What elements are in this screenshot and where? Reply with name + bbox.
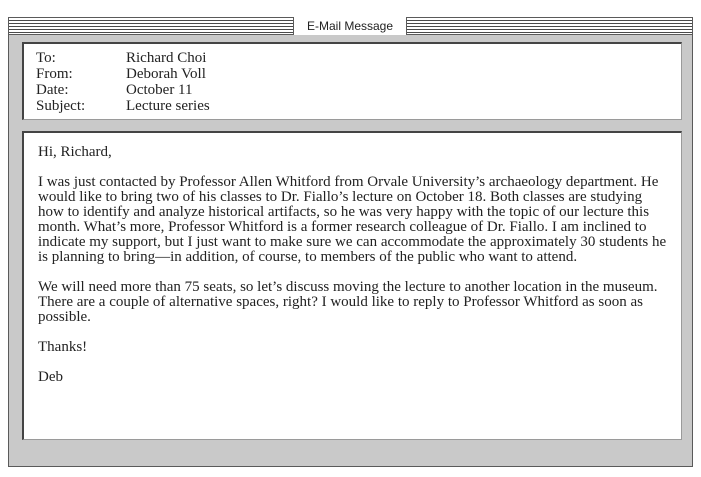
to-label: To:	[36, 50, 56, 66]
greeting: Hi, Richard,	[38, 144, 112, 160]
subject-value: Lecture series	[126, 98, 210, 114]
paragraph-1: I was just contacted by Professor Allen Whitford from Orvale University’s archaeology department. He would like to bring two of his classes to Dr. Fiallo’s lecture on October 18. Both classes are studying how to identify and analyze historical artifacts, so he was very happy with the topic of our lecture this month. What’s more, Professor Whitford is a former research colleague of Dr. Fiallo. I am inclined to indicate my support, but I just want to make sure we can accommodate the approximately 30 students he is planning to bring—in addition, of course, to members of the public who want to attend.	[38, 174, 667, 265]
signature: Deb	[38, 369, 63, 385]
paragraph-2: We will need more than 75 seats, so let’s discuss moving the lecture to another location in the museum. There are a couple of alternative spaces, right? I would like to reply to Professor Whitford as soon as possible.	[38, 279, 658, 325]
date-label: Date:	[36, 82, 69, 98]
from-label: From:	[36, 66, 73, 82]
email-body-panel	[22, 131, 682, 440]
window-title: E-Mail Message	[293, 17, 407, 35]
message-body	[38, 145, 668, 400]
date-row	[36, 82, 193, 98]
from-row	[36, 66, 206, 82]
subject-row	[36, 98, 210, 114]
subject-label: Subject:	[36, 98, 86, 114]
closing: Thanks!	[38, 339, 88, 355]
from-value: Deborah Voll	[126, 66, 206, 82]
to-row	[36, 50, 206, 66]
email-header-panel	[22, 42, 682, 120]
to-value: Richard Choi	[126, 50, 207, 66]
date-value: October 11	[126, 82, 193, 98]
